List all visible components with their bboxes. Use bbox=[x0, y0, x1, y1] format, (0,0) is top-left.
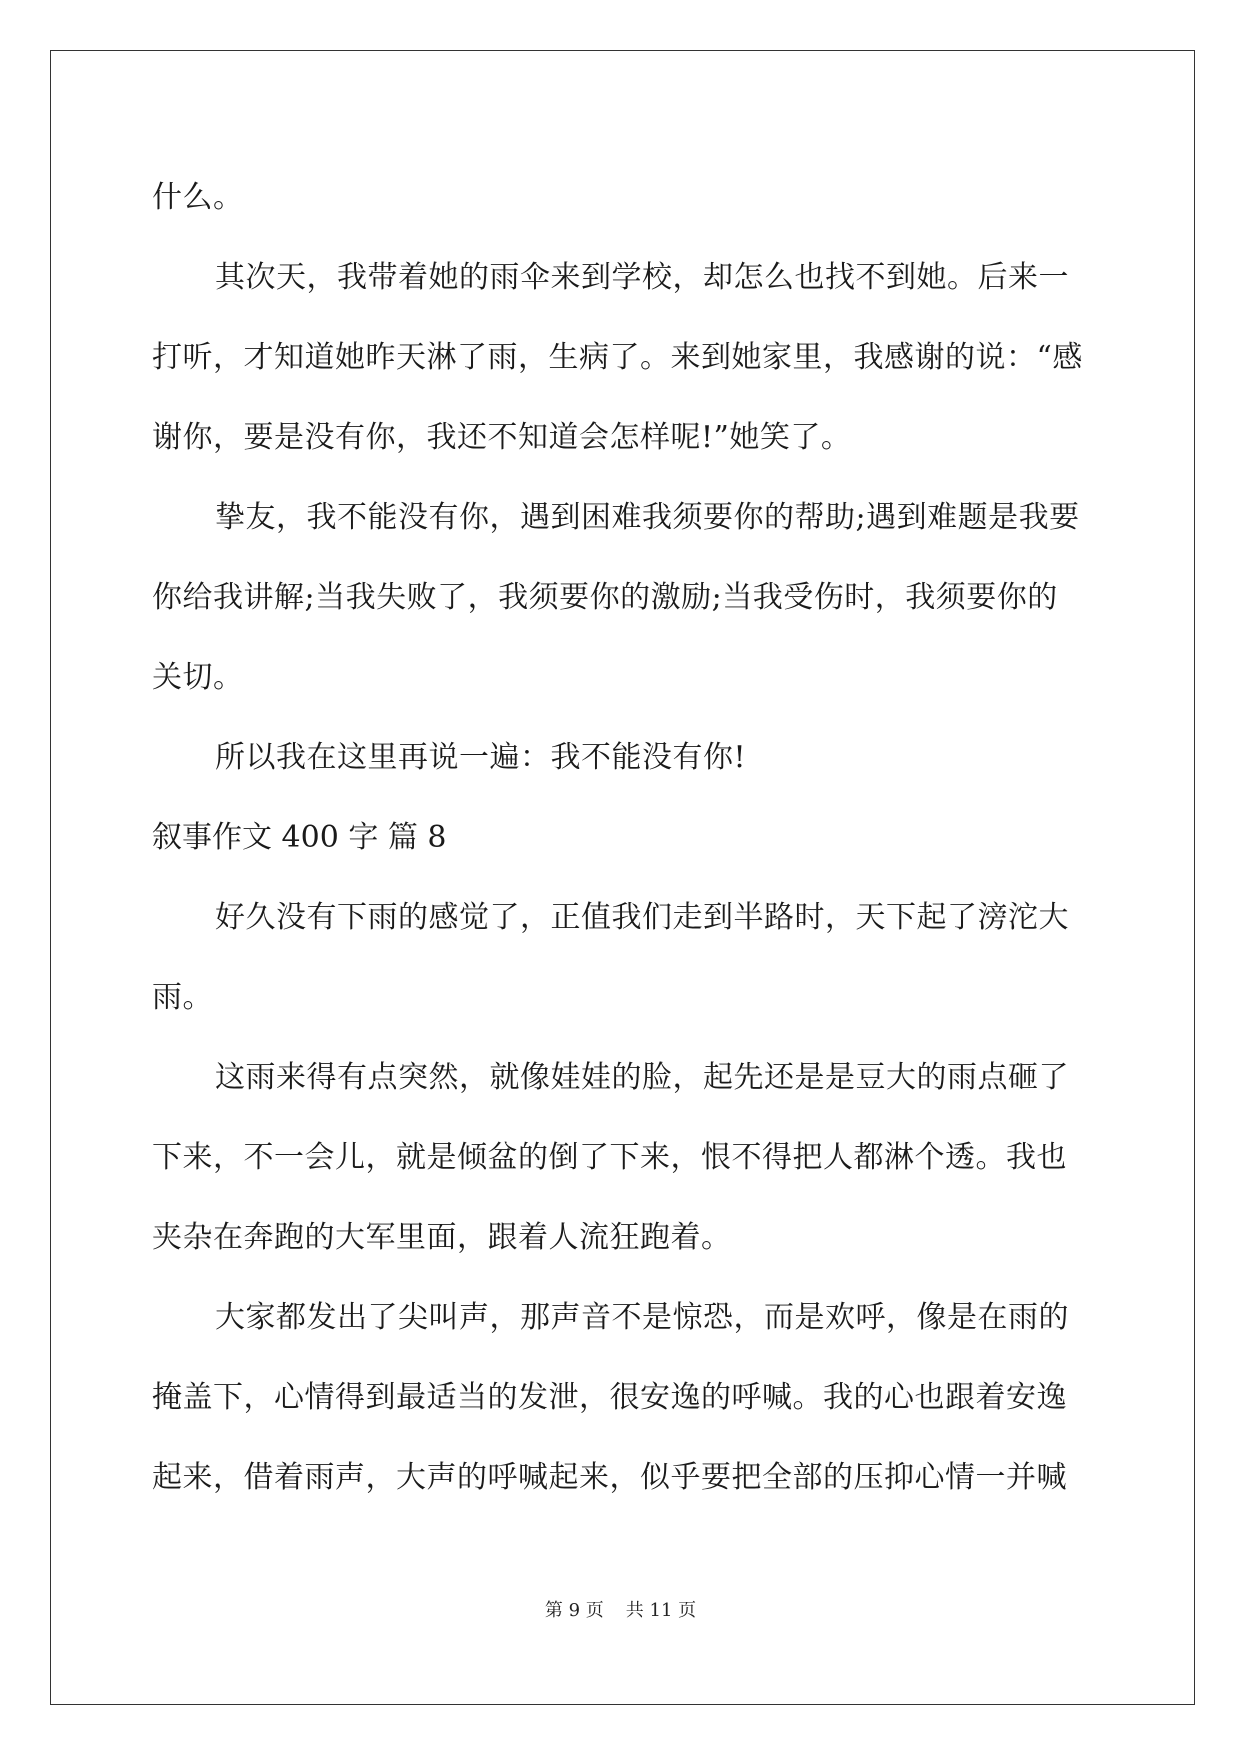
total-pages: 共 11 页 bbox=[625, 1600, 697, 1621]
text-line: 好久没有下雨的感觉了，正值我们走到半路时，天下起了滂沱大 bbox=[215, 900, 1069, 935]
text-line: 打听，才知道她昨天淋了雨，生病了。来到她家里，我感谢的说：“感 bbox=[152, 340, 1083, 375]
document-body bbox=[152, 158, 1092, 1518]
page-number: 第 9 页 bbox=[544, 1600, 604, 1621]
text-line: 你给我讲解;当我失败了，我须要你的激励;当我受伤时，我须要你的 bbox=[152, 580, 1058, 615]
text-line: 什么。 bbox=[152, 180, 244, 215]
text-line: 关切。 bbox=[152, 660, 244, 695]
text-line: 所以我在这里再说一遍：我不能没有你! bbox=[215, 740, 747, 775]
section-heading: 叙事作文 400 字 篇 8 bbox=[152, 820, 447, 855]
text-line: 掩盖下，心情得到最适当的发泄，很安逸的呼喊。我的心也跟着安逸 bbox=[152, 1380, 1067, 1415]
text-line: 雨。 bbox=[152, 980, 213, 1015]
text-line: 其次天，我带着她的雨伞来到学校，却怎么也找不到她。后来一 bbox=[215, 260, 1069, 295]
text-line: 下来，不一会儿，就是倾盆的倒了下来，恨不得把人都淋个透。我也 bbox=[152, 1140, 1067, 1175]
text-line: 大家都发出了尖叫声，那声音不是惊恐，而是欢呼，像是在雨的 bbox=[215, 1300, 1069, 1335]
text-line: 夹杂在奔跑的大军里面，跟着人流狂跑着。 bbox=[152, 1220, 732, 1255]
text-line: 这雨来得有点突然，就像娃娃的脸，起先还是是豆大的雨点砸了 bbox=[215, 1060, 1069, 1095]
text-line: 谢你，要是没有你，我还不知道会怎样呢!”她笑了。 bbox=[152, 420, 852, 455]
text-line: 挚友，我不能没有你，遇到困难我须要你的帮助;遇到难题是我要 bbox=[215, 500, 1080, 535]
page-footer bbox=[0, 1596, 1241, 1622]
text-line: 起来，借着雨声，大声的呼喊起来，似乎要把全部的压抑心情一并喊 bbox=[152, 1460, 1067, 1495]
